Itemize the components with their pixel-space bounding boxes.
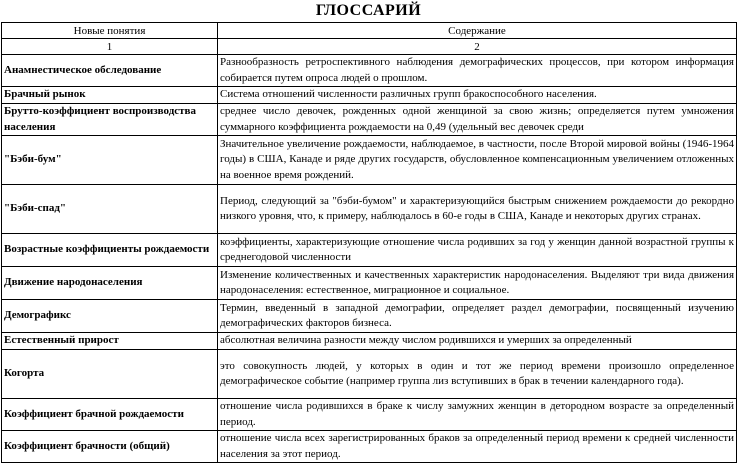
term-cell: Возрастные коэффициенты рождаемости <box>2 234 218 267</box>
term-cell: Движение народонаселения <box>2 267 218 300</box>
table-header-row <box>2 23 737 39</box>
definition-cell: среднее число девочек, рожденных одной женщиной за свою жизнь; определяется путем умножения суммарного коэффициента рождаемости на 0,49 (удельный вес девочек среди <box>218 104 737 136</box>
term-cell: Коэффициент брачной рождаемости <box>2 399 218 431</box>
term-cell: Демографикс <box>2 300 218 333</box>
definition-cell: Изменение количественных и качественных характеристик народонаселения. Выделяют три вида движения народонаселения: естественное, миграционное и социальное. <box>218 267 737 300</box>
term-cell: Анамнестическое обследование <box>2 55 218 87</box>
table-row <box>2 300 737 333</box>
definition-cell: это совокупность людей, у которых в один и тот же период времени произошло определенное демографическое событие (например группа лиз вступивших в брак в течении календарного года). <box>218 350 737 399</box>
definition-cell: Период, следующий за "бэби-бумом" и характеризующийся быстрым снижением рождаемости до рекордно низкого уровня, что, к примеру, наблюдалось в 60-е годы в США, Канаде и некоторых других странах. <box>218 185 737 234</box>
column-number-1: 1 <box>2 39 218 55</box>
term-cell: Брачный рынок <box>2 87 218 104</box>
definition-cell: абсолютная величина разности между числом родившихся и умерших за определенный <box>218 333 737 350</box>
definition-cell: Значительное увеличение рождаемости, наблюдаемое, в частности, после Второй мировой войны (1946-1964 годы) в США, Канаде и ряде других государств, обусловленное компенсационным увеличением отложенных на военное время рождений. <box>218 136 737 185</box>
term-cell: Естественный прирост <box>2 333 218 350</box>
table-row <box>2 267 737 300</box>
header-content: Содержание <box>218 23 737 39</box>
term-cell: Брутто-коэффициент воспроизводства населения <box>2 104 218 136</box>
column-number-2: 2 <box>218 39 737 55</box>
table-row <box>2 234 737 267</box>
definition-cell: отношение числа родившихся в браке к числу замужних женщин в детородном возрасте за определенный период. <box>218 399 737 431</box>
table-row <box>2 333 737 350</box>
term-cell: "Бэби-бум" <box>2 136 218 185</box>
page-title: ГЛОССАРИЙ <box>315 2 422 19</box>
table-row <box>2 431 737 463</box>
table-row <box>2 136 737 185</box>
definition-cell: Разнообразность ретроспективного наблюдения демографических процессов, при котором информация собирается путем опроса людей о прошлом. <box>218 55 737 87</box>
table-row <box>2 104 737 136</box>
definition-cell: коэффициенты, характеризующие отношение числа родивших за год у женщин данной возрастной группы к среднегодовой численности <box>218 234 737 267</box>
table-row <box>2 185 737 234</box>
term-cell: Коэффициент брачности (общий) <box>2 431 218 463</box>
definition-cell: Термин, введенный в западной демографии, определяет раздел демографии, посвященный изучению демографических факторов бизнеса. <box>218 300 737 333</box>
column-number-row <box>2 39 737 55</box>
definition-cell: Система отношений численности различных групп бракоспособного населения. <box>218 87 737 104</box>
table-row <box>2 55 737 87</box>
term-cell: "Бэби-спад" <box>2 185 218 234</box>
header-terms: Новые понятия <box>2 23 218 39</box>
glossary-table <box>1 22 737 463</box>
term-cell: Когорта <box>2 350 218 399</box>
table-row <box>2 350 737 399</box>
definition-cell: отношение числа всех зарегистрированных браков за определенный период времени к средней численности населения за этот период. <box>218 431 737 463</box>
table-row <box>2 399 737 431</box>
table-row <box>2 87 737 104</box>
